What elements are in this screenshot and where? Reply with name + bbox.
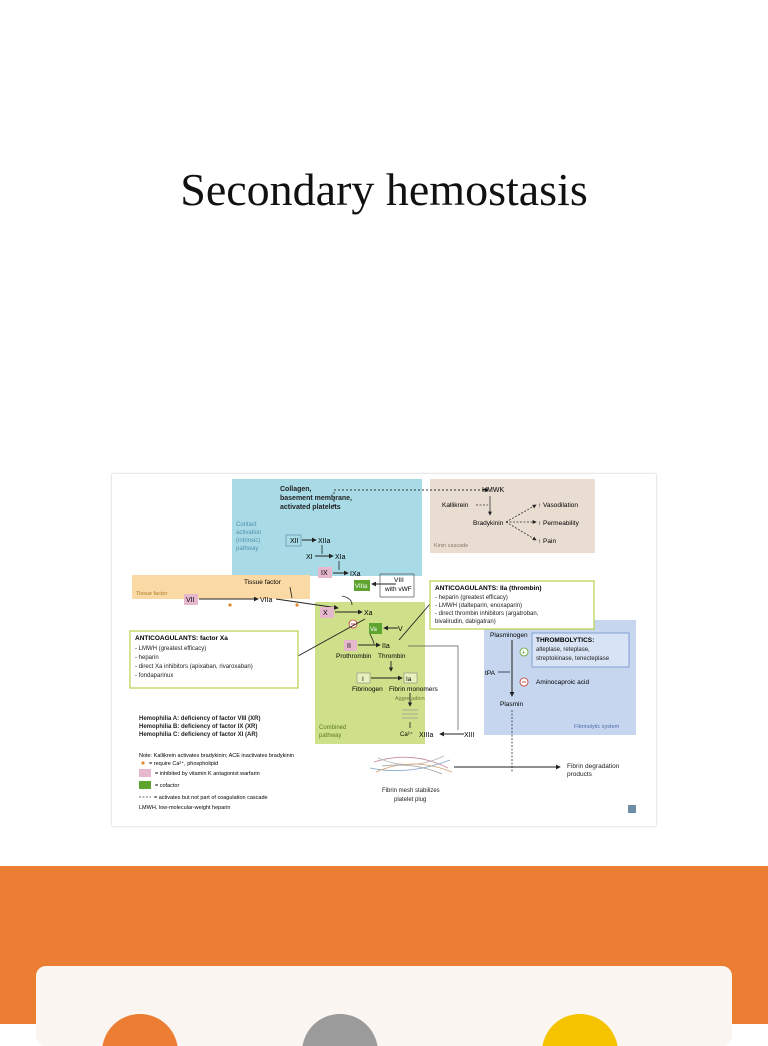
anticoagulants-iia-list: - heparin (greatest efficacy) - LMWH (dalteparin, enoxaparin) - direct thrombin inhibitors (argatroban, bivalirudin, dabigatran)	[435, 595, 539, 625]
fibrin-mesh-image	[370, 756, 452, 774]
factor-xia: XIa	[335, 554, 346, 561]
permeability: ↑ Permeability	[538, 520, 579, 527]
combined-pathway-label: Combined pathway	[319, 725, 347, 739]
kallikrein: Kallikrein	[442, 502, 469, 509]
factor-ixa: IXa	[350, 571, 361, 578]
factor-x: X	[323, 610, 328, 617]
vasodilation: ↑ Vasodilation	[538, 502, 578, 509]
expand-icon	[628, 805, 636, 813]
factor-xiia: XIIa	[318, 538, 331, 545]
contact-pathway-region	[232, 479, 422, 576]
aminocaproic-acid: Aminocaproic acid	[536, 679, 590, 686]
legend-lmwh: LMWH, low-molecular-weight heparin	[139, 805, 231, 811]
fibrinogen: Fibrinogen	[352, 686, 383, 693]
thrombin: Thrombin	[378, 653, 406, 660]
contact-pathway-label: Contact activation (intrinsic) pathway	[236, 522, 262, 552]
orange-circle	[102, 1014, 178, 1046]
factor-xii: XII	[290, 538, 299, 545]
tissue-factor-pathway-label: Tissue factor	[136, 591, 168, 597]
legend-vitk: = inhibited by vitamin K antagonist warfarin	[155, 771, 260, 777]
factor-iia: IIa	[382, 643, 390, 650]
factor-ia: Ia	[406, 676, 412, 683]
aggregation: Aggregation	[395, 696, 425, 702]
factor-v: V	[398, 626, 403, 633]
bottom-card	[36, 966, 732, 1046]
yellow-circle	[542, 1014, 618, 1046]
thrombolytics-list: alteplase, reteplase, streptokinase, tenecteplase	[536, 647, 610, 662]
tissue-factor: Tissue factor	[244, 579, 281, 586]
kinin-cascade-label: Kinin cascade	[434, 543, 469, 549]
anticoagulants-xa-list: - LMWH (greatest efficacy) - heparin - direct Xa inhibitors (apixaban, rivaroxaban) - fondaparinux	[135, 646, 253, 679]
svg-text:+: +	[521, 649, 526, 657]
factor-xa: Xa	[364, 610, 373, 617]
factor-xiiia: XIIIa	[419, 732, 434, 739]
legend-cofactor: = cofactor	[155, 783, 180, 789]
factor-xi: XI	[306, 554, 313, 561]
with-vwf: with vWF	[385, 586, 412, 593]
tpa: tPA	[485, 670, 495, 677]
factor-va: Va	[370, 627, 377, 633]
hemophilia-list: Hemophilia A: deficiency of factor VIII (XR) Hemophilia B: deficiency of factor IX (XR) Hemophilia C: deficiency of factor XI (AR)	[139, 716, 261, 738]
factor-vii: VII	[186, 597, 195, 604]
hmwk: HMWK	[482, 487, 505, 494]
pain: ↑ Pain	[538, 538, 557, 545]
legend-ca: = require Ca²⁺, phospholipid	[149, 761, 219, 767]
legend-dashed: = activates but not part of coagulation cascade	[154, 795, 268, 801]
plasmin: Plasmin	[500, 701, 524, 708]
factor-ix: IX	[321, 570, 328, 577]
gray-circle	[302, 1014, 378, 1046]
plasminogen: Plasminogen	[490, 632, 528, 639]
calcium: Ca²⁺	[400, 732, 413, 738]
factor-ii: II	[347, 643, 351, 650]
contact-stimulus: Collagen, basement membrane, activated platelets	[280, 486, 352, 511]
bradykinin: Bradykinin	[473, 520, 504, 527]
factor-i: I	[362, 676, 364, 683]
fibrinolytic-label: Fibrinolytic system	[574, 724, 620, 730]
anticoagulants-xa-title: ANTICOAGULANTS: factor Xa	[135, 635, 228, 642]
factor-xiii: XIII	[464, 732, 475, 739]
prothrombin: Prothrombin	[336, 653, 372, 660]
factor-viii: VIII	[394, 577, 404, 584]
anticoagulants-iia-title: ANTICOAGULANTS: IIa (thrombin)	[435, 585, 542, 592]
legend-note: Note: Kallikrein activates bradykinin; ACE inactivates bradykinin	[139, 753, 294, 759]
slide-title: Secondary hemostasis	[180, 164, 588, 215]
factor-viia: VIIa	[260, 597, 273, 604]
fibrin-mesh-caption: Fibrin mesh stabilizes platelet plug	[382, 788, 440, 803]
fibrin-monomers: Fibrin monomers	[389, 686, 438, 693]
coagulation-diagram	[112, 474, 656, 826]
fibrin-degradation-products: Fibrin degradation products	[567, 763, 620, 778]
thrombolytics-title: THROMBOLYTICS:	[536, 637, 595, 644]
factor-viiia: VIIIa	[355, 584, 368, 590]
